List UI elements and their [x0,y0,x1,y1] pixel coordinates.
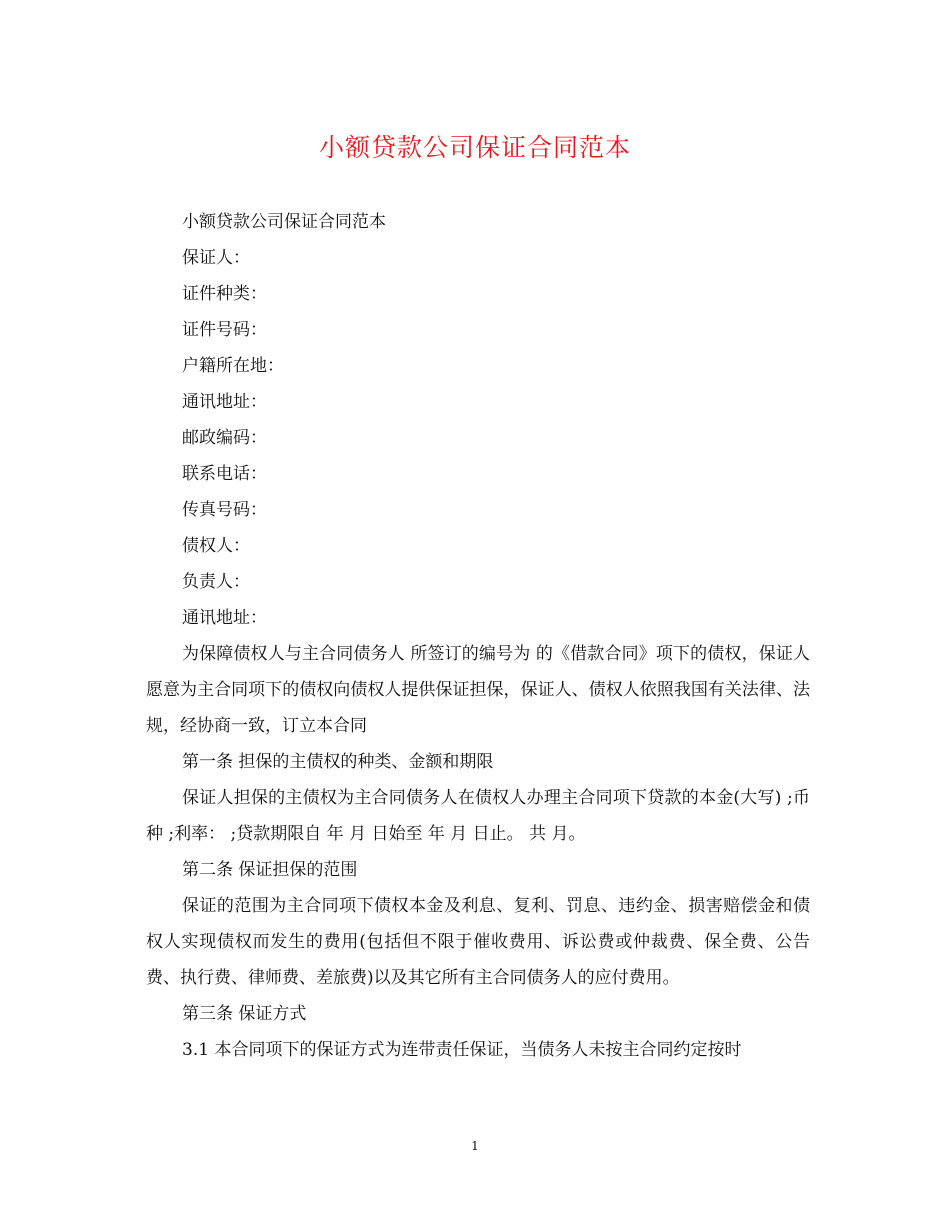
field-contract-name: 小额贷款公司保证合同范本 [182,212,386,232]
page-number: 1 [471,1139,479,1153]
article-3-text: 3.1 本合同项下的保证方式为连带责任保证，当债务人未按主合同约定按时 [182,1040,742,1060]
intro-paragraph: 为保障债权人与主合同债务人 所签订的编号为 的《借款合同》项下的债权，保证人愿意为主合同项下的债权向债权人提供保证担保，保证人、债权人依照我国有关法律、法规，经协商一致，订立本合同 [146,644,810,736]
field-household-location: 户籍所在地： [182,356,284,376]
field-responsible-person: 负责人： [182,572,250,592]
article-3-heading: 第三条 保证方式 [182,1004,307,1024]
article-1-text: 保证人担保的主债权为主合同债务人在债权人办理主合同项下贷款的本金(大写) ;币种 ;利率： ;贷款期限自 年 月 日始至 年 月 日止。 共 月。 [146,788,810,844]
article-2-heading: 第二条 保证担保的范围 [182,860,358,880]
article-1-heading: 第一条 担保的主债权的种类、金额和期限 [182,752,494,772]
field-fax: 传真号码： [182,500,267,520]
field-mailing-address: 通讯地址： [182,392,267,412]
document-body [146,204,810,1068]
field-creditor: 债权人： [182,536,250,556]
field-creditor-address: 通讯地址： [182,608,267,628]
field-postal-code: 邮政编码： [182,428,267,448]
article-2-text: 保证的范围为主合同项下债权本金及利息、复利、罚息、违约金、损害赔偿金和债权人实现债权而发生的费用(包括但不限于催收费用、诉讼费或仲裁费、保全费、公告费、执行费、律师费、差旅费)以及其它所有主合同债务人的应付费用。 [146,896,810,988]
field-id-number: 证件号码： [182,320,267,340]
document-title: 小额贷款公司保证合同范本 [318,133,631,162]
field-phone: 联系电话： [182,464,267,484]
field-guarantor: 保证人： [182,248,250,268]
field-id-type: 证件种类： [182,284,267,304]
